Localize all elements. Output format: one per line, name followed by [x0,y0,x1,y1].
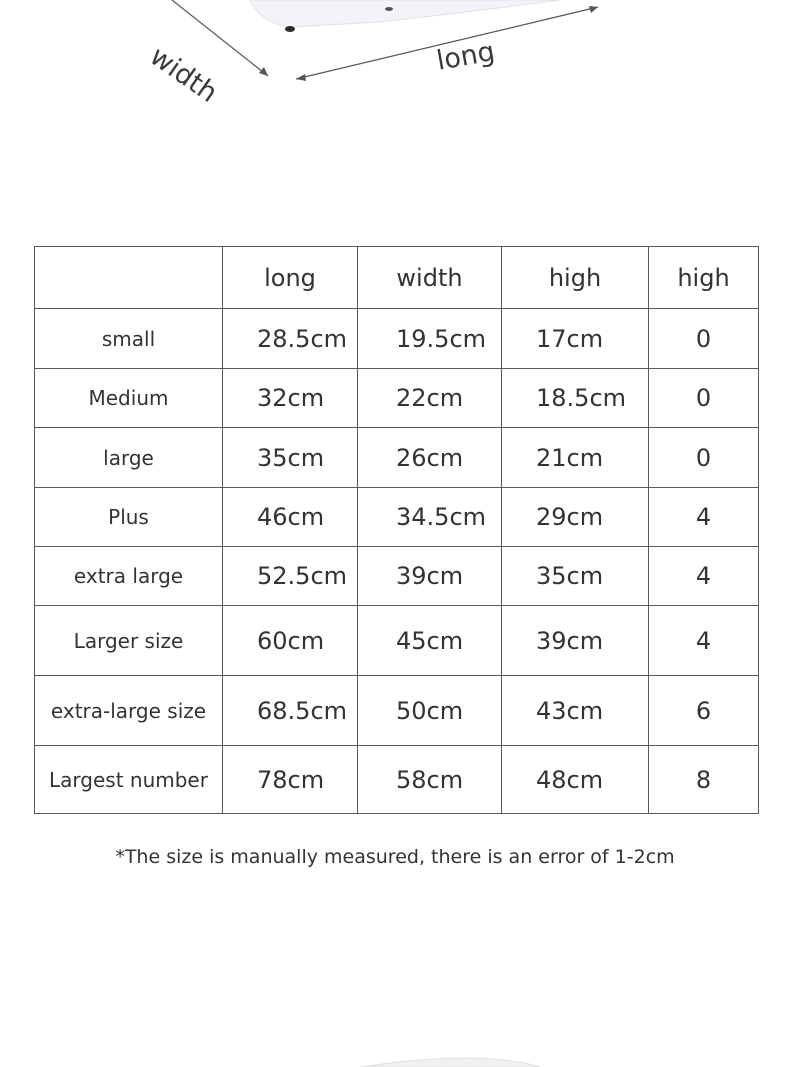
size-name-cell: Largest number [35,746,223,814]
width-cell: 58cm [358,746,502,814]
high-extra-cell: 4 [649,488,759,547]
width-cell: 19.5cm [358,309,502,369]
table-header-cell: width [358,247,502,309]
high-cell: 39cm [502,606,649,676]
table-row [35,309,759,369]
high-cell: 18.5cm [502,369,649,428]
high-extra-cell: 4 [649,606,759,676]
table-header-cell: high [649,247,759,309]
size-name-cell: large [35,428,223,488]
size-name-cell: Plus [35,488,223,547]
size-name-cell: Larger size [35,606,223,676]
long-cell: 60cm [223,606,358,676]
table-row [35,676,759,746]
high-extra-cell: 6 [649,676,759,746]
measurement-note: *The size is manually measured, there is an error of 1-2cm [115,846,675,868]
table-header-cell [35,247,223,309]
table-row [35,428,759,488]
table-row [35,547,759,606]
long-cell: 35cm [223,428,358,488]
high-cell: 35cm [502,547,649,606]
product-outline-graphic [0,0,790,110]
size-name-cell: small [35,309,223,369]
table-row [35,369,759,428]
long-cell: 46cm [223,488,358,547]
table-header-row [35,247,759,309]
table-row [35,488,759,547]
width-cell: 34.5cm [358,488,502,547]
high-extra-cell: 0 [649,309,759,369]
product-dimension-diagram [0,0,790,110]
width-dimension-label: width [144,40,223,109]
long-cell: 68.5cm [223,676,358,746]
long-cell: 28.5cm [223,309,358,369]
product-edge-graphic [0,1040,790,1067]
width-cell: 45cm [358,606,502,676]
long-cell: 52.5cm [223,547,358,606]
size-name-cell: Medium [35,369,223,428]
table-header-cell: long [223,247,358,309]
table-row [35,606,759,676]
width-cell: 26cm [358,428,502,488]
table-header-cell: high [502,247,649,309]
long-cell: 32cm [223,369,358,428]
long-cell: 78cm [223,746,358,814]
high-extra-cell: 4 [649,547,759,606]
table-row [35,746,759,814]
high-extra-cell: 0 [649,369,759,428]
width-cell: 22cm [358,369,502,428]
high-extra-cell: 8 [649,746,759,814]
size-table [34,246,759,814]
width-cell: 50cm [358,676,502,746]
size-name-cell: extra large [35,547,223,606]
high-cell: 48cm [502,746,649,814]
high-cell: 43cm [502,676,649,746]
high-cell: 17cm [502,309,649,369]
size-name-cell: extra-large size [35,676,223,746]
width-cell: 39cm [358,547,502,606]
high-cell: 21cm [502,428,649,488]
long-dimension-label: long [434,36,498,77]
high-extra-cell: 0 [649,428,759,488]
high-cell: 29cm [502,488,649,547]
